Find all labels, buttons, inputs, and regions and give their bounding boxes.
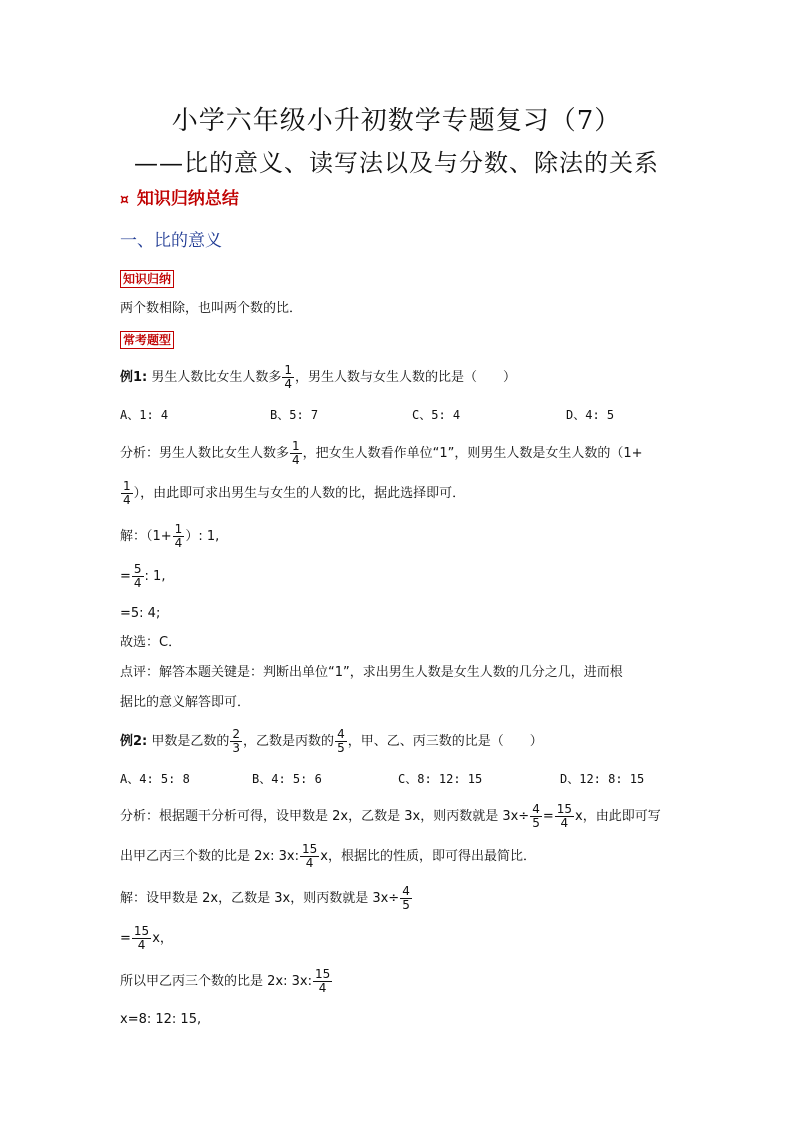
ex1-option-b: B、5: 7 [270, 408, 319, 422]
fraction-denominator: 4 [560, 816, 569, 830]
ex2-sol2-eq: = [120, 931, 131, 946]
ex2-analysis-text-b: x，由此即可写 [575, 809, 661, 824]
ex2-options [120, 768, 660, 790]
ex1-solution-line2 [120, 563, 165, 590]
ex1-analysis-line2 [120, 480, 465, 507]
ex1-solution-line3: =5: 4; [120, 606, 161, 621]
ex1-sol2-eq: = [120, 569, 131, 584]
ex1-comment-line1: 点评：解答本题关键是：判断出单位“1”，求出男生人数是女生人数的几分之几，进而根 [120, 665, 623, 680]
fraction-numerator: 1 [292, 439, 300, 453]
ex2-q-text-a: 甲数是乙数的 [151, 734, 230, 749]
knowledge-tag-row [120, 269, 174, 291]
ex2-sol2-text: x， [152, 931, 173, 946]
ex1-option-d: D、4: 5 [566, 408, 615, 422]
section-mark-icon: ¤ [120, 192, 129, 208]
ex1-analysis-text-a: 分析：男生人数比女生人数多 [120, 446, 290, 461]
page-subtitle: ——比的意义、读写法以及与分数、除法的关系 [134, 149, 659, 177]
fraction-numerator: 4 [402, 884, 410, 898]
ex2-sol1-text: 解：设甲数是 2x，乙数是 3x，则丙数就是 3x÷ [120, 891, 400, 906]
fraction-denominator: 4 [284, 377, 293, 391]
ex1-analysis-line1 [120, 440, 643, 467]
fraction-numerator: 5 [133, 562, 142, 576]
ex2-solution-line4: x=8: 12: 15, [120, 1012, 202, 1027]
ex1-analysis-text-b: ，把女生人数看作单位“1”，则男生人数是女生人数的（1+ [302, 446, 643, 461]
ex2-option-c: C、8: 12: 15 [398, 772, 483, 786]
ex2-solution-line1 [120, 885, 413, 912]
fraction-denominator: 5 [337, 741, 345, 755]
ex1-sol2-text: : 1, [144, 569, 166, 584]
fraction-numerator: 4 [337, 727, 345, 741]
fraction-denominator: 4 [318, 981, 327, 995]
ex2-sol1-fraction [400, 885, 412, 912]
fraction-denominator: 4 [292, 453, 300, 467]
ex1-option-c: C、5: 4 [412, 408, 461, 422]
ex2-solution-line2 [120, 925, 173, 952]
ex2-solution-line3 [120, 968, 333, 995]
ex1-q-before: 男生人数比女生人数多 [151, 370, 282, 385]
knowledge-tag: 知识归纳 [120, 270, 174, 288]
ex1-sol-text-b: ）: 1, [185, 529, 220, 544]
ex2-question [120, 728, 543, 755]
ex2-option-d: D、12: 8: 15 [560, 772, 645, 786]
common-tag-row [120, 330, 174, 352]
ex2-q-fraction-1 [230, 728, 242, 755]
section-heading-text: 知识归纳总结 [136, 189, 239, 209]
ex2-analysis-text-a: 分析：根据题干分析可得，设甲数是 2x，乙数是 3x，则丙数就是 3x÷ [120, 809, 530, 824]
ex2-analysis-fraction-2 [555, 803, 574, 830]
ex2-analysis2-fraction [300, 843, 319, 870]
ex2-analysis-eq: = [542, 809, 554, 824]
ex1-q-fraction [282, 364, 294, 391]
ex1-sol-text-a: 解：（1+ [120, 529, 172, 544]
ex2-sol2-fraction [132, 925, 151, 952]
ex2-analysis2-text-b: x，根据比的性质，即可得出最简比． [320, 849, 536, 864]
ex2-q-text-c: ，甲、乙、丙三数的比是（ ） [347, 734, 543, 749]
fraction-denominator: 4 [123, 493, 131, 507]
ex2-option-b: B、4: 5: 6 [252, 772, 322, 786]
ex2-analysis2-text-a: 出甲乙丙三个数的比是 2x: 3x: [120, 849, 299, 864]
fraction-numerator: 15 [301, 842, 318, 856]
ex2-analysis-line2 [120, 843, 536, 870]
fraction-numerator: 1 [284, 363, 293, 377]
ex1-option-a: A、1: 4 [120, 408, 169, 422]
ex1-analysis-fraction-2 [121, 480, 133, 507]
fraction-denominator: 4 [137, 938, 146, 952]
fraction-numerator: 2 [232, 727, 241, 741]
ex1-analysis-fraction [290, 440, 302, 467]
part1-heading: 一、比的意义 [120, 231, 222, 251]
ex2-q-fraction-2 [335, 728, 347, 755]
fraction-numerator: 4 [532, 802, 540, 816]
ex1-q-after: ，男生人数与女生人数的比是（ ） [295, 370, 517, 385]
fraction-numerator: 15 [133, 924, 150, 938]
fraction-denominator: 4 [133, 576, 142, 590]
ex2-analysis-fraction-1 [530, 803, 542, 830]
ex1-options [120, 404, 660, 426]
ex1-sol2-fraction [132, 563, 144, 590]
ex1-label: 例1: [120, 370, 148, 385]
knowledge-text: 两个数相除，也叫两个数的比． [120, 301, 303, 316]
ex2-sol3-fraction [313, 968, 332, 995]
fraction-denominator: 4 [305, 856, 314, 870]
ex2-label: 例2: [120, 734, 148, 749]
section-heading [120, 188, 239, 211]
ex1-question [120, 364, 516, 391]
fraction-denominator: 4 [174, 536, 183, 550]
ex1-answer: 故选：C． [120, 635, 182, 650]
ex1-sol-fraction [173, 523, 185, 550]
page-title: 小学六年级小升初数学专题复习（7） [171, 106, 622, 136]
ex2-sol3-text: 所以甲乙丙三个数的比是 2x: 3x: [120, 974, 312, 989]
ex2-option-a: A、4: 5: 8 [120, 772, 190, 786]
ex1-comment-line2: 据比的意义解答即可． [120, 695, 251, 710]
ex1-analysis-text-c: ），由此即可求出男生与女生的人数的比，据此选择即可． [133, 486, 466, 501]
common-tag: 常考题型 [120, 331, 174, 349]
fraction-numerator: 15 [556, 802, 573, 816]
fraction-denominator: 3 [232, 741, 241, 755]
fraction-denominator: 5 [532, 816, 540, 830]
ex1-solution-line1 [120, 523, 219, 550]
fraction-numerator: 1 [123, 479, 131, 493]
fraction-numerator: 15 [314, 967, 331, 981]
fraction-denominator: 5 [402, 898, 410, 912]
fraction-numerator: 1 [174, 522, 183, 536]
ex2-analysis-line1 [120, 803, 661, 830]
ex2-q-text-b: ，乙数是丙数的 [243, 734, 335, 749]
